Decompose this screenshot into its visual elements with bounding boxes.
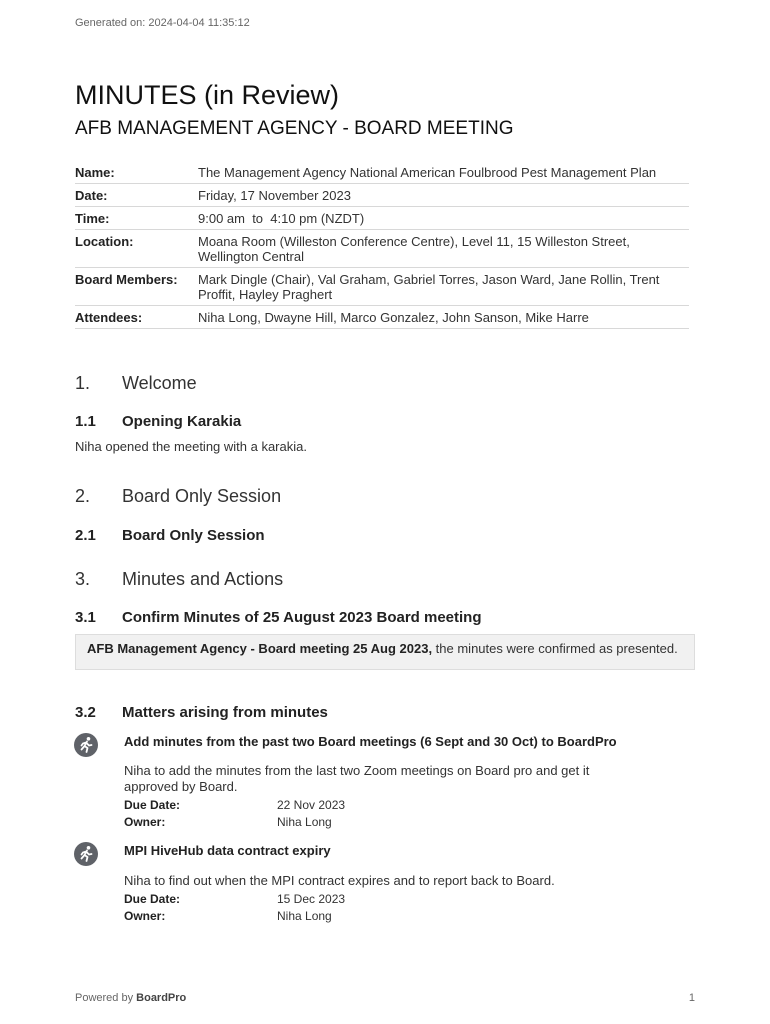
owner-value: Niha Long	[277, 815, 332, 829]
subsection-heading-opening-karakia	[75, 413, 241, 430]
action-owner	[124, 909, 332, 923]
due-date-label: Due Date:	[124, 892, 181, 906]
section-number: 1.	[75, 373, 91, 393]
section-heading-minutes-actions	[75, 569, 283, 590]
meta-row-time	[75, 207, 689, 230]
subsection-heading-board-only	[75, 527, 265, 544]
meta-label: Name:	[75, 161, 198, 184]
meta-row-attendees	[75, 306, 689, 329]
meeting-title: AFB MANAGEMENT AGENCY - BOARD MEETING	[75, 118, 514, 139]
section-number: 2.	[75, 486, 91, 506]
meta-value: The Management Agency National American Foulbrood Pest Management Plan	[198, 161, 689, 184]
action-title: Add minutes from the past two Board meetings (6 Sept and 30 Oct) to BoardPro	[124, 734, 617, 749]
section-title: Welcome	[122, 373, 197, 393]
runner-icon	[74, 842, 98, 866]
action-due-date	[124, 798, 345, 812]
action-description: Niha to find out when the MPI contract expires and to report back to Board.	[124, 873, 555, 888]
page-number: 1	[688, 992, 695, 1004]
meta-label: Board Members:	[75, 268, 198, 306]
subsection-title: Confirm Minutes of 25 August 2023 Board meeting	[122, 609, 482, 626]
subsection-heading-matters-arising	[75, 704, 328, 721]
meta-label: Time:	[75, 207, 198, 230]
meta-label: Attendees:	[75, 306, 198, 329]
meta-value: Friday, 17 November 2023	[198, 184, 689, 207]
subsection-number: 3.1	[75, 609, 96, 626]
owner-value: Niha Long	[277, 909, 332, 923]
subsection-title: Matters arising from minutes	[122, 704, 328, 721]
meta-value: Moana Room (Willeston Conference Centre), Level 11, 15 Willeston Street, Wellington Central	[198, 230, 689, 268]
subsection-number: 1.1	[75, 413, 96, 430]
meta-label: Date:	[75, 184, 198, 207]
resolution-bold-text: AFB Management Agency - Board meeting 25 Aug 2023,	[87, 641, 433, 656]
owner-label: Owner:	[124, 909, 166, 923]
meeting-details-table	[75, 161, 689, 329]
opening-karakia-text: Niha opened the meeting with a karakia.	[75, 439, 307, 454]
meta-value: Niha Long, Dwayne Hill, Marco Gonzalez, John Sanson, Mike Harre	[198, 306, 689, 329]
owner-label: Owner:	[124, 815, 166, 829]
footer-prefix: Powered by	[75, 992, 137, 1004]
section-title: Board Only Session	[122, 486, 282, 506]
section-heading-board-only	[75, 486, 281, 507]
due-date-value: 22 Nov 2023	[277, 798, 346, 812]
resolution-box	[75, 634, 695, 670]
due-date-label: Due Date:	[124, 798, 181, 812]
subsection-number: 3.2	[75, 704, 96, 721]
action-title: MPI HiveHub data contract expiry	[124, 843, 331, 858]
meta-value: Mark Dingle (Chair), Val Graham, Gabriel Torres, Jason Ward, Jane Rollin, Trent Proffit, Hayley Praghert	[198, 268, 689, 306]
subsection-title: Board Only Session	[122, 527, 265, 544]
action-description: Niha to add the minutes from the last two Zoom meetings on Board pro and get it approved by Board.	[124, 763, 590, 794]
subsection-heading-confirm-minutes	[75, 609, 482, 626]
document-title: MINUTES (in Review)	[75, 80, 340, 110]
subsection-number: 2.1	[75, 527, 96, 544]
section-heading-welcome	[75, 373, 197, 394]
due-date-value: 15 Dec 2023	[277, 892, 346, 906]
meta-row-name	[75, 161, 689, 184]
resolution-text: the minutes were confirmed as presented.	[432, 641, 678, 656]
meta-row-date	[75, 184, 689, 207]
meta-label: Location:	[75, 230, 198, 268]
action-due-date	[124, 892, 345, 906]
meta-row-location	[75, 230, 689, 268]
meta-row-board-members	[75, 268, 689, 306]
action-owner	[124, 815, 332, 829]
section-title: Minutes and Actions	[122, 569, 284, 589]
runner-icon	[74, 733, 98, 757]
section-number: 3.	[75, 569, 91, 589]
meta-value: 9:00 am to 4:10 pm (NZDT)	[198, 207, 689, 230]
footer-brand: BoardPro	[136, 992, 187, 1004]
generated-timestamp: Generated on: 2024-04-04 11:35:12	[75, 17, 250, 29]
footer-powered-by	[75, 992, 186, 1004]
subsection-title: Opening Karakia	[122, 413, 242, 430]
